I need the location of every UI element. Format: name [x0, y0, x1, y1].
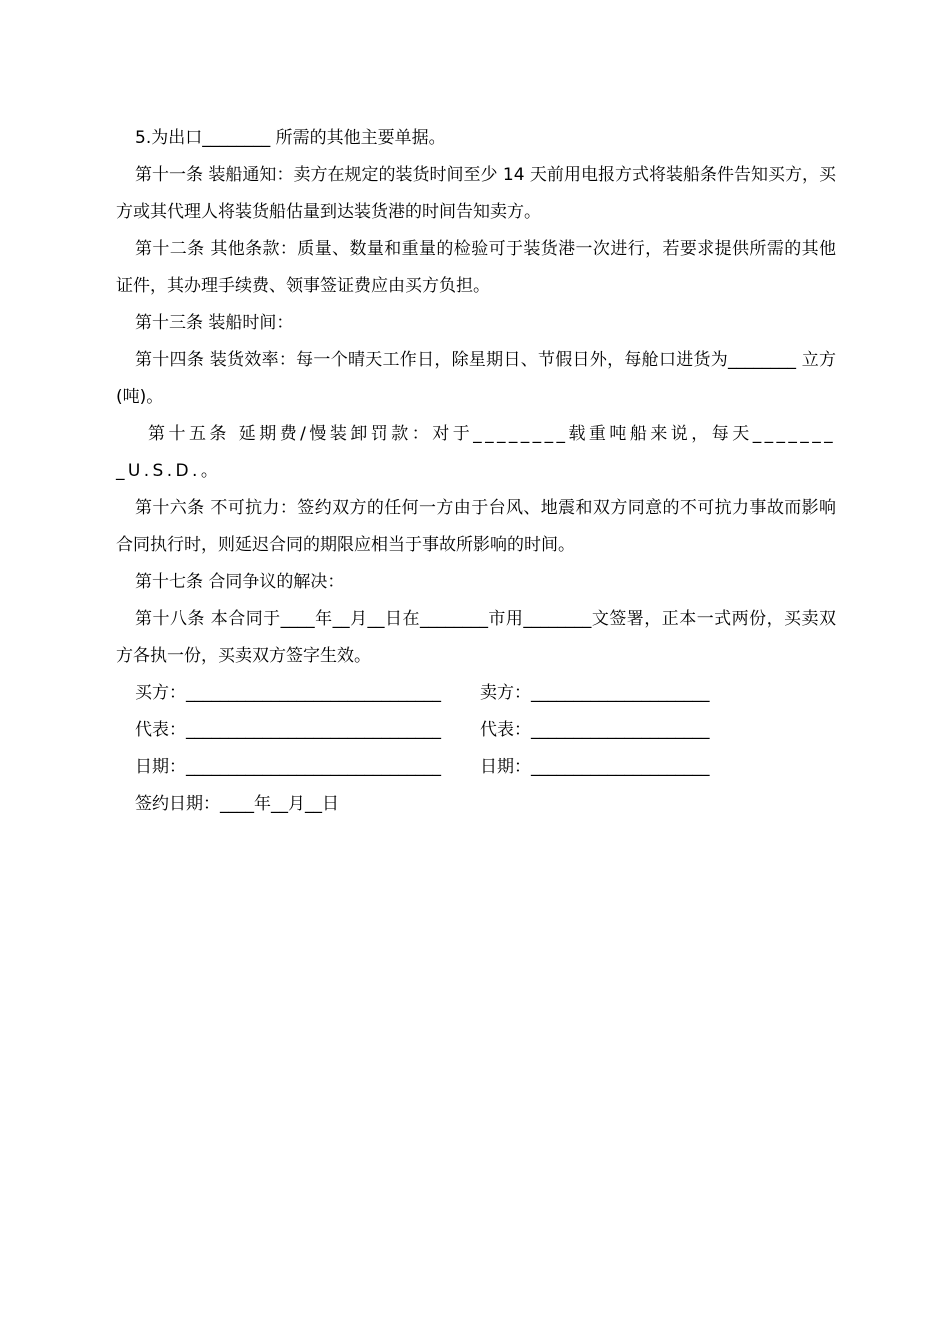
clause-12-other-terms: 第十二条 其他条款：质量、数量和重量的检验可于装货港一次进行，若要求提供所需的其他证件，其办理手续费、领事签证费应由买方负担。 — [116, 239, 836, 296]
signature-row-date — [116, 749, 836, 786]
clause-16-force-majeure: 第十六条 不可抗力：签约双方的任何一方由于台风、地震和双方同意的不可抗力事故而影响合同执行时，则延迟合同的期限应相当于事故所影响的时间。 — [116, 498, 836, 555]
clause-11-shipping-notice: 第十一条 装船通知：卖方在规定的装货时间至少 14 天前用电报方式将装船条件告知买方，买方或其代理人将装货船估量到达装货港的时间告知卖方。 — [116, 165, 836, 222]
signature-row-representative — [116, 712, 836, 749]
signing-date-row — [116, 786, 836, 823]
signature-row-party — [116, 675, 836, 712]
signing-date-line: 签约日期：____年__月__日 — [135, 794, 339, 814]
buyer-signature-line: 买方：______________________________ — [135, 683, 441, 703]
seller-signature-line: 卖方：_____________________ — [480, 683, 710, 703]
clause-18-contract-signing: 第十八条 本合同于____年__月__日在________市用________文签署，正本一式两份，买卖双方各执一份，买卖双方签字生效。 — [116, 609, 836, 666]
buyer-representative-line: 代表：______________________________ — [135, 720, 441, 740]
clause-14-loading-rate: 第十四条 装货效率：每一个晴天工作日，除星期日、节假日外，每舱口进货为________ 立方(吨)。 — [116, 350, 836, 407]
clause-15-demurrage: 第十五条 延期费/慢装卸罚款：对于________载重吨船来说，每天________U.S.D.。 — [116, 424, 836, 481]
clause-13-shipping-time: 第十三条 装船时间： — [135, 313, 294, 333]
clause-17-dispute-resolution: 第十七条 合同争议的解决： — [135, 572, 345, 592]
clause-5-export-documents: 5.为出口________ 所需的其他主要单据。 — [135, 128, 446, 148]
seller-representative-line: 代表：_____________________ — [480, 720, 710, 740]
seller-date-line: 日期：_____________________ — [480, 757, 710, 777]
buyer-date-line: 日期：______________________________ — [135, 757, 441, 777]
contract-body — [116, 120, 836, 823]
